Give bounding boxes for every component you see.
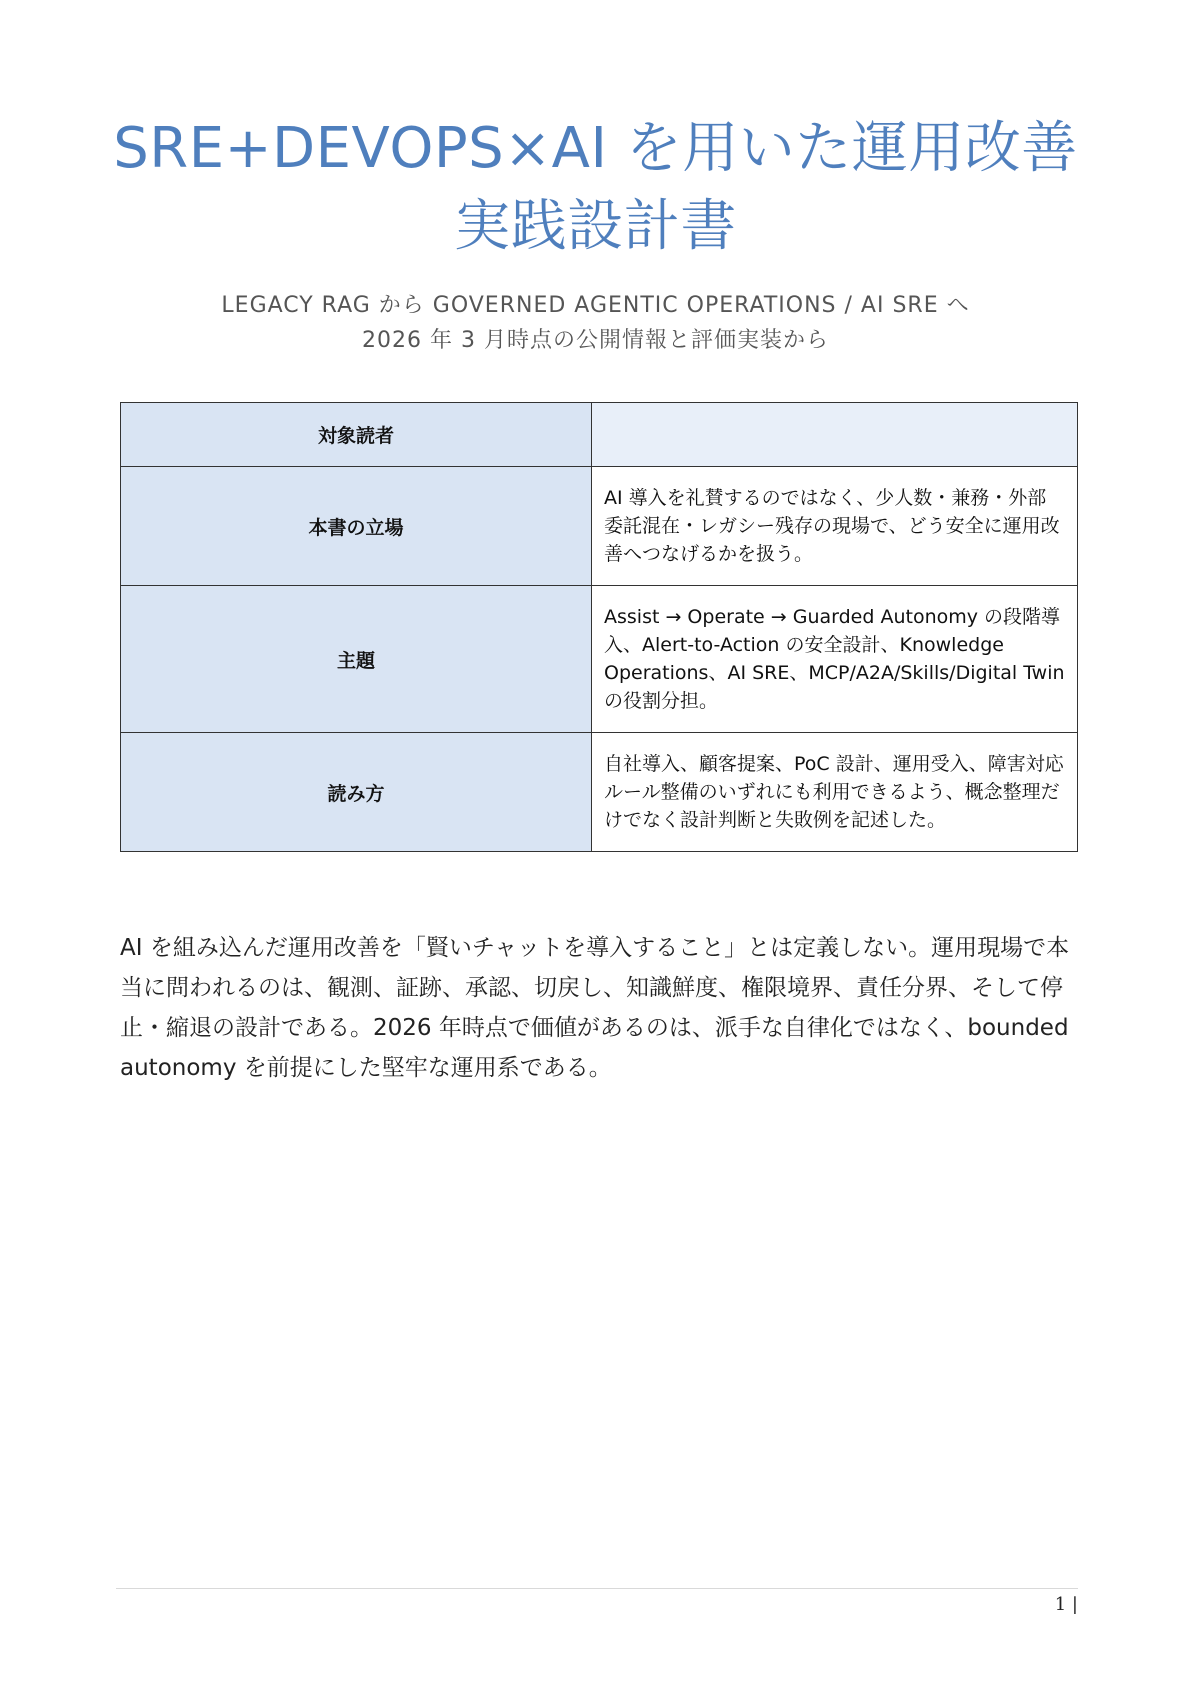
table-row xyxy=(121,403,1078,467)
table-row xyxy=(121,586,1078,733)
row-key-how-to-read: 読み方 xyxy=(121,733,592,852)
document-subtitle xyxy=(0,288,1191,358)
row-value-stance: AI 導入を礼賛するのではなく、少人数・兼務・外部委託混在・レガシー残存の現場で、どう安全に運用改善へつなげるかを扱う。 xyxy=(592,467,1078,586)
row-value-how-to-read: 自社導入、顧客提案、PoC 設計、運用受入、障害対応ルール整備のいずれにも利用できるよう、概念整理だけでなく設計判断と失敗例を記述した。 xyxy=(592,733,1078,852)
table-row xyxy=(121,733,1078,852)
document-title xyxy=(0,110,1191,266)
title-line-1: SRE+DEVOPS×AI を用いた運用改善 xyxy=(113,116,1078,181)
row-key-stance: 本書の立場 xyxy=(121,467,592,586)
subtitle-line-2: 2026 年 3 月時点の公開情報と評価実装から xyxy=(362,328,829,353)
row-value-theme: Assist → Operate → Guarded Autonomy の段階導入、Alert-to-Action の安全設計、Knowledge Operations、AI SRE、MCP/A2A/Skills/Digital Twin の役割分担。 xyxy=(592,586,1078,733)
footer-divider xyxy=(116,1588,1078,1589)
title-line-2: 実践設計書 xyxy=(454,194,737,259)
subtitle-line-1: LEGACY RAG から GOVERNED AGENTIC OPERATIONS / AI SRE へ xyxy=(221,293,970,318)
row-value-audience xyxy=(592,403,1078,467)
table-row xyxy=(121,467,1078,586)
row-key-audience: 対象読者 xyxy=(121,403,592,467)
meta-table xyxy=(120,402,1078,852)
page-number: 1 | xyxy=(1054,1594,1078,1615)
row-key-theme: 主題 xyxy=(121,586,592,733)
intro-paragraph: AI を組み込んだ運用改善を「賢いチャットを導入すること」とは定義しない。運用現場で本当に問われるのは、観測、証跡、承認、切戻し、知識鮮度、権限境界、責任分界、そして停止・縮退の設計である。2026 年時点で価値があるのは、派手な自律化ではなく、bounded autonomy を前提にした堅牢な運用系である。 xyxy=(120,935,1070,1081)
